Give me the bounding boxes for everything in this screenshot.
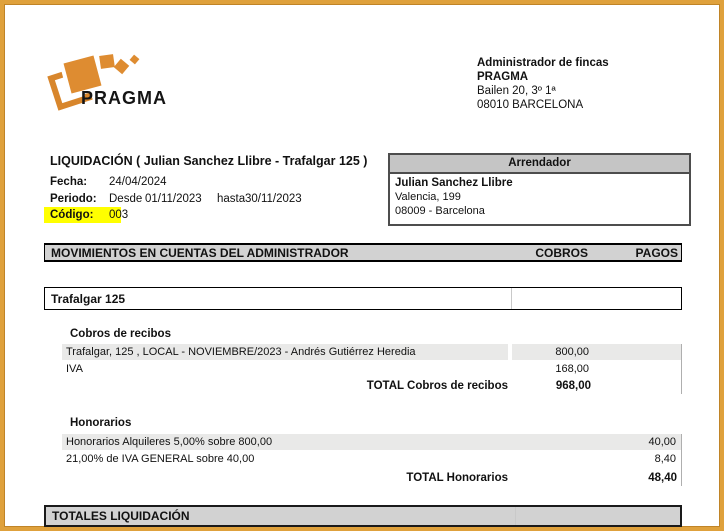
- table-row-desc: Trafalgar, 125 , LOCAL - NOVIEMBRE/2023 - Andrés Gutiérrez Heredia: [62, 344, 508, 360]
- table-row-cobros-value: 800,00: [555, 346, 589, 358]
- total-cobros-value: 968,00: [555, 380, 591, 392]
- admin-line-3: Bailen 20, 3º 1ª: [477, 85, 556, 97]
- liquidacion-title: LIQUIDACIÓN ( Julian Sanchez Llibre - Trafalgar 125 ): [50, 154, 368, 168]
- table-row-cobros-value: 168,00: [555, 363, 589, 375]
- column-header-pagos: PAGOS: [635, 245, 678, 260]
- totales-bar-divider: [515, 507, 516, 525]
- logo-tiny-diamond-icon: [130, 55, 140, 65]
- honorarios-heading: Honorarios: [70, 417, 132, 429]
- codigo-label: Código:: [50, 209, 94, 221]
- honorarios-right-rule: [681, 434, 682, 486]
- arrendador-box-title: Arrendador: [390, 155, 689, 174]
- property-name: Trafalgar 125: [51, 291, 126, 306]
- totales-liquidacion-bar: [44, 505, 682, 527]
- property-box: [44, 287, 682, 310]
- cobros-recibos-heading: Cobros de recibos: [70, 328, 171, 340]
- fecha-value: 24/04/2024: [109, 176, 167, 188]
- table-row-pagos-value: 40,00: [648, 436, 676, 448]
- property-box-divider: [511, 288, 512, 309]
- movimientos-header-bar: [44, 243, 682, 262]
- admin-line-2: PRAGMA: [477, 71, 529, 83]
- table-row-pagos-value: 8,40: [654, 453, 676, 465]
- arrendador-address: Valencia, 199: [395, 191, 461, 203]
- movimientos-title: MOVIMIENTOS EN CUENTAS DEL ADMINISTRADOR: [51, 245, 349, 260]
- codigo-value: 003: [109, 209, 129, 221]
- periodo-label: Periodo:: [50, 193, 97, 205]
- periodo-desde-label: Desde: [109, 193, 143, 205]
- admin-line-1: Administrador de fincas: [477, 57, 609, 69]
- fecha-label: Fecha:: [50, 176, 88, 188]
- arrendador-name: Julian Sanchez Llibre: [395, 177, 513, 189]
- cobros-right-rule: [681, 344, 682, 394]
- table-row-desc: Honorarios Alquileres 5,00% sobre 800,00: [62, 434, 681, 450]
- total-cobros-label: TOTAL Cobros de recibos: [366, 380, 508, 392]
- administrator-address-block: [477, 56, 609, 112]
- totales-title: TOTALES LIQUIDACIÓN: [52, 509, 190, 523]
- column-header-cobros: COBROS: [535, 245, 588, 260]
- table-row-desc: 21,00% de IVA GENERAL sobre 40,00: [66, 453, 255, 465]
- arrendador-box: [388, 153, 691, 226]
- periodo-desde-value: 01/11/2023: [145, 193, 202, 205]
- admin-line-4: 08010 BARCELONA: [477, 99, 584, 111]
- periodo-hasta-value: 30/11/2023: [245, 193, 302, 205]
- logo-brand-text: PRAGMA: [81, 88, 167, 108]
- arrendador-city: 08009 - Barcelona: [395, 205, 485, 217]
- total-honorarios-value: 48,40: [648, 472, 677, 484]
- periodo-hasta-label: hasta: [217, 193, 246, 205]
- pragma-logo: [50, 54, 210, 116]
- logo-diamond-icon: [114, 59, 129, 74]
- table-row-desc: IVA: [66, 363, 83, 375]
- total-honorarios-label: TOTAL Honorarios: [406, 472, 508, 484]
